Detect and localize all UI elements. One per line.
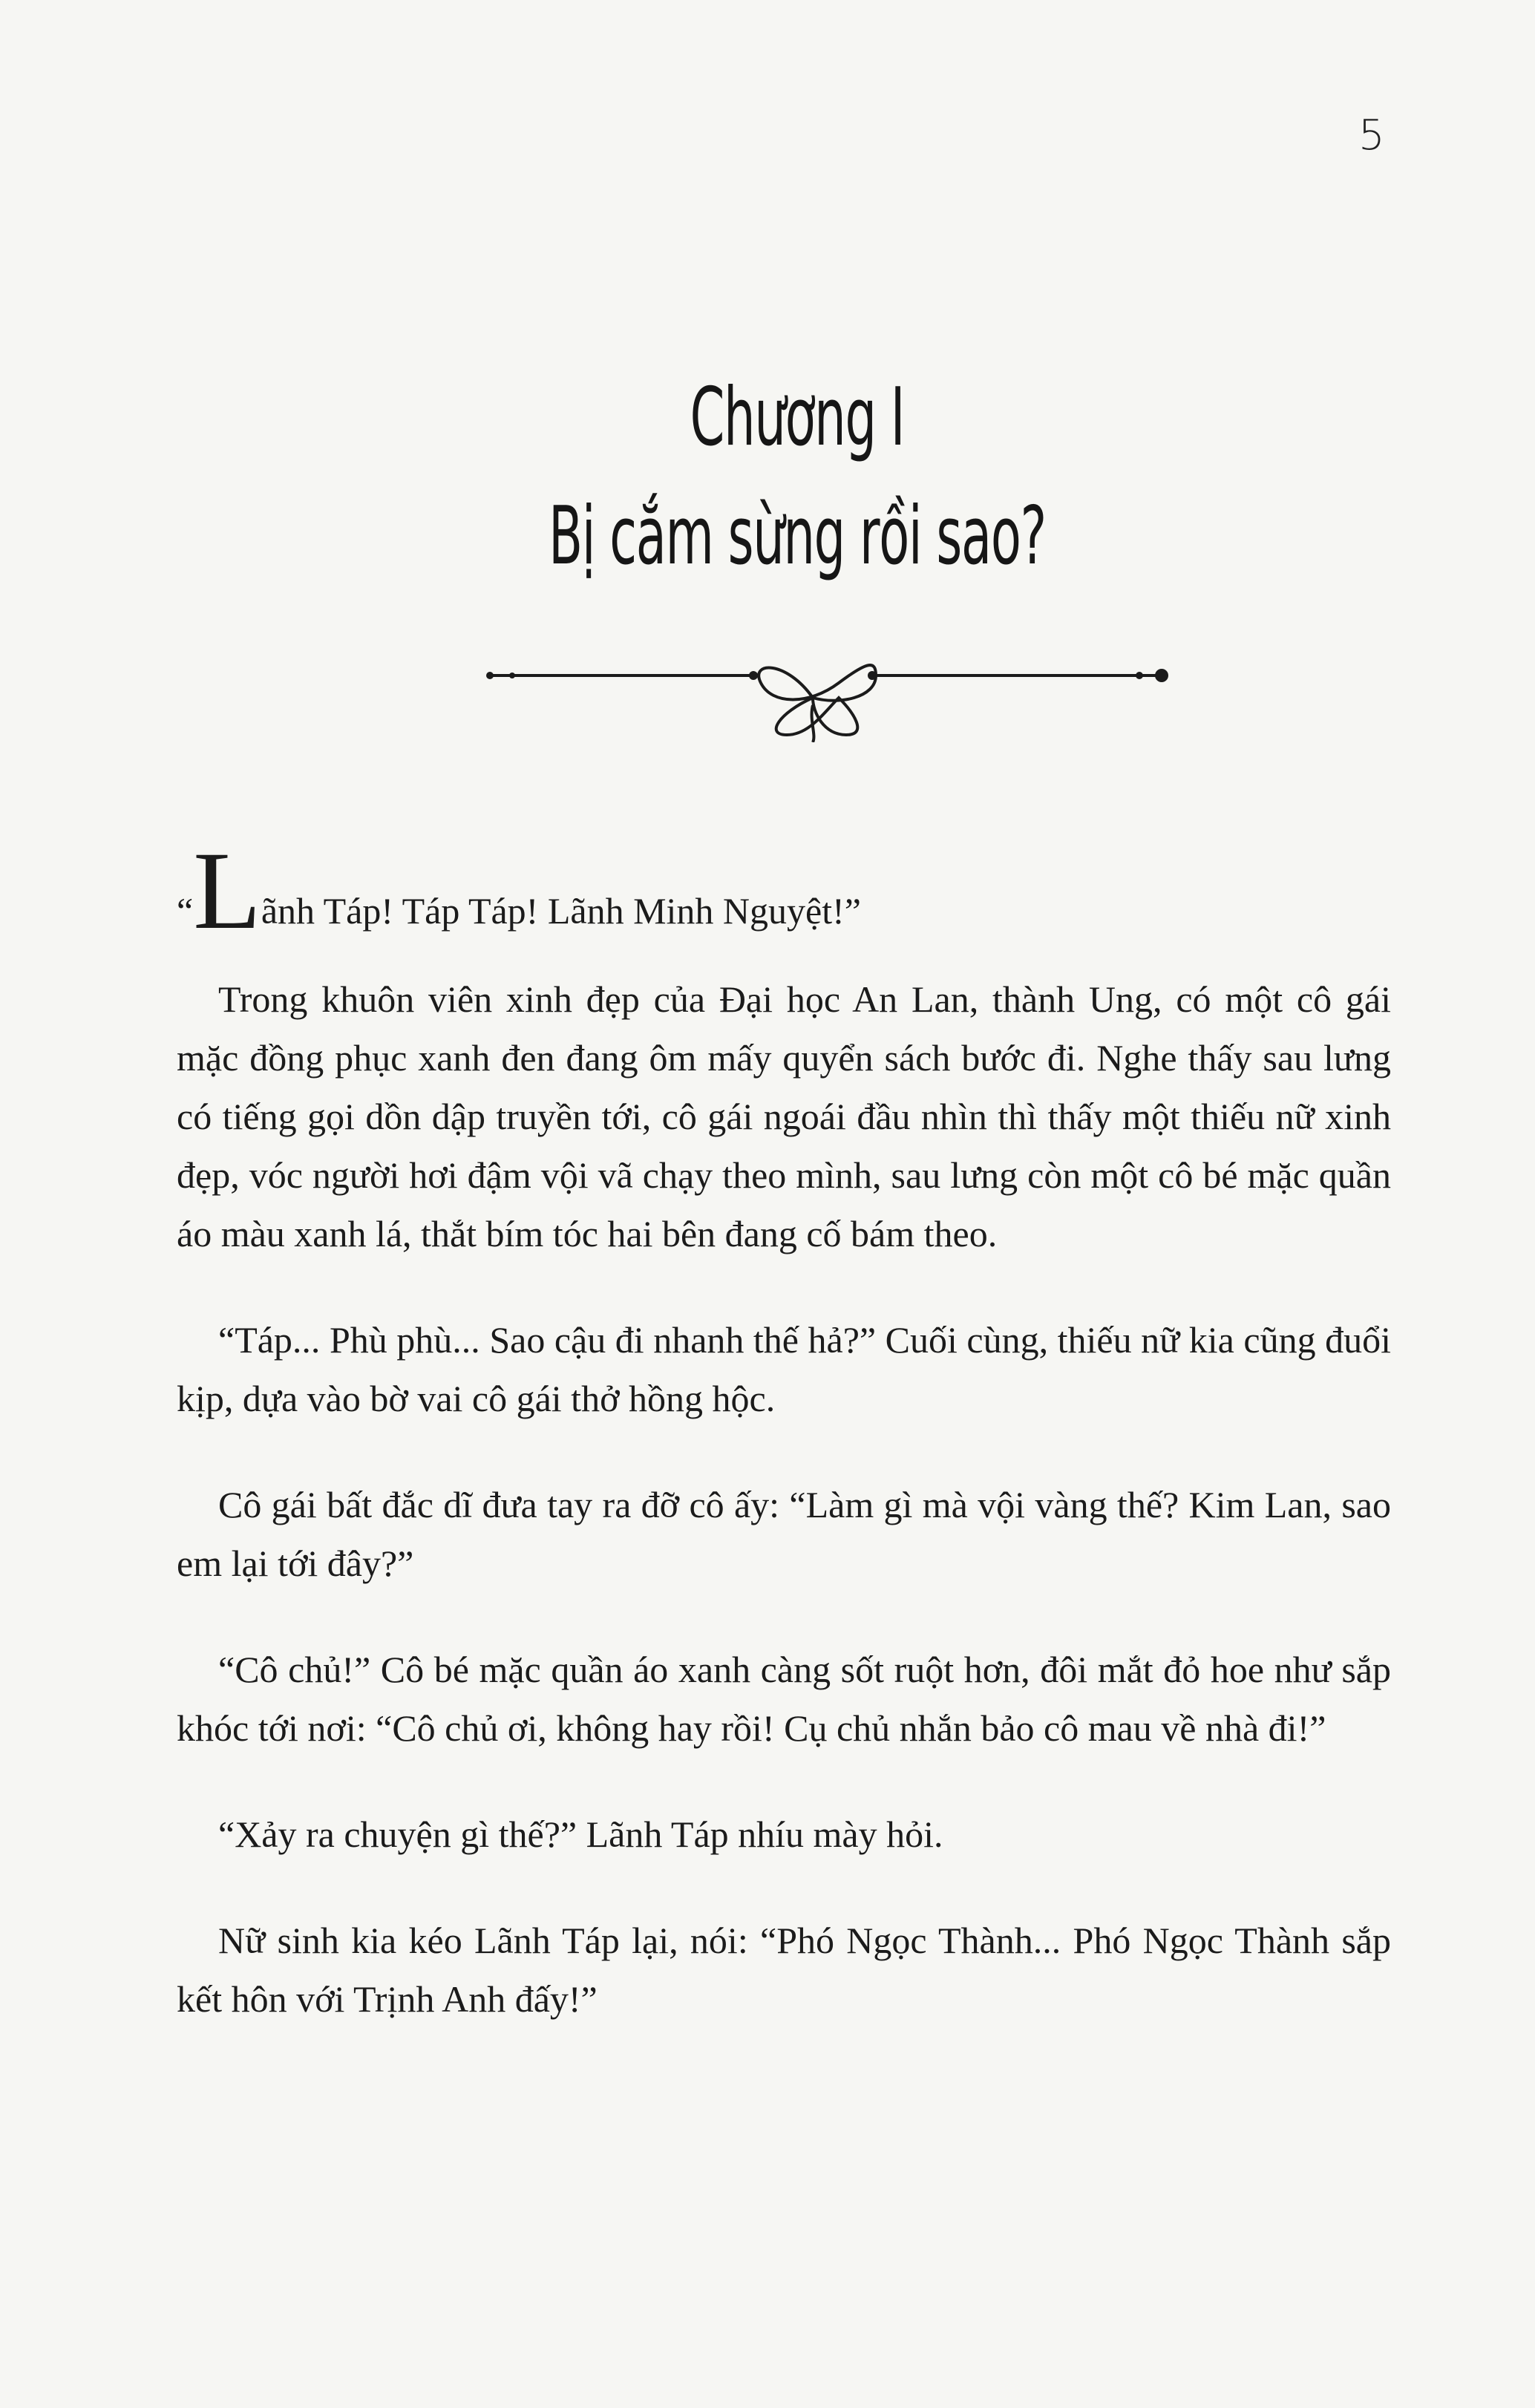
- paragraph: Trong khuôn viên xinh đẹp của Đại học An Lan, thành Ung, có một cô gái mặc đồng phục xanh đen đang ôm mấy quyển sách bước đi. Nghe thấy sau lưng có tiếng gọi dồn dập truyền tới, cô gái ngoái đầu nhìn thì thấy một thiếu nữ xinh đẹp, vóc người hơi đậm vội vã chạy theo mình, sau lưng còn một cô bé mặc quần áo màu xanh lá, thắt bím tóc hai bên đang cố bám theo.: [177, 978, 1391, 1254]
- paragraph: “Táp... Phù phù... Sao cậu đi nhanh thế hả?” Cuối cùng, thiếu nữ kia cũng đuổi kịp, dựa vào bờ vai cô gái thở hồng hộc.: [177, 1319, 1391, 1419]
- open-quote: “: [177, 890, 194, 932]
- paragraph: “Cô chủ!” Cô bé mặc quần áo xanh càng sốt ruột hơn, đôi mắt đỏ hoe như sắp khóc tới nơi: “Cô chủ ơi, không hay rồi! Cụ chủ nhắn bảo cô mau về nhà đi!”: [177, 1649, 1391, 1749]
- chapter-number: Chương I: [690, 371, 905, 464]
- opening-line-text: ãnh Táp! Táp Táp! Lãnh Minh Nguyệt!”: [261, 890, 861, 932]
- drop-cap: L: [193, 829, 261, 952]
- flourish-divider-icon: [468, 653, 1210, 742]
- opening-line: [177, 829, 1391, 952]
- paragraph: Nữ sinh kia kéo Lãnh Táp lại, nói: “Phó Ngọc Thành... Phó Ngọc Thành sắp kết hôn với Trịnh Anh đấy!”: [177, 1920, 1391, 2020]
- chapter-body: [177, 829, 1391, 2076]
- chapter-title: Bị cắm sừng rồi sao?: [549, 490, 1046, 583]
- paragraph: “Xảy ra chuyện gì thế?” Lãnh Táp nhíu mày hỏi.: [218, 1813, 943, 1855]
- page-number: 5: [1358, 111, 1385, 160]
- paragraph: Cô gái bất đắc dĩ đưa tay ra đỡ cô ấy: “Làm gì mà vội vàng thế? Kim Lan, sao em lại tới đây?”: [177, 1484, 1391, 1584]
